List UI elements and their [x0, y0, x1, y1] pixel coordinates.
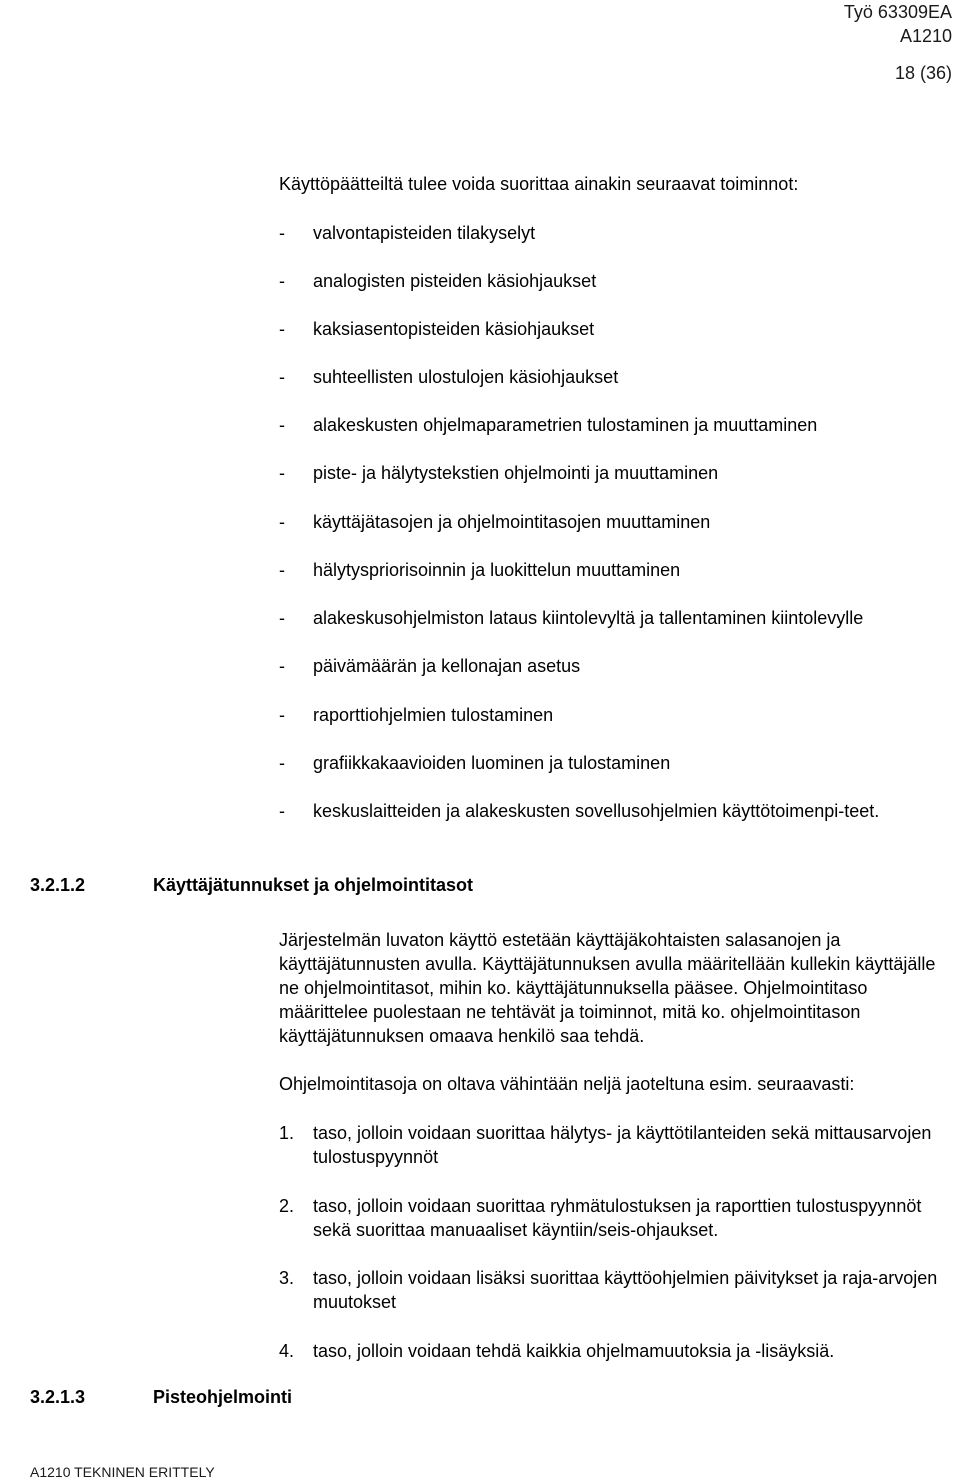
- list-item: [279, 751, 955, 775]
- list-item-text: raporttiohjelmien tulostaminen: [313, 705, 554, 725]
- level-number: 4.: [279, 1341, 295, 1361]
- level-text: taso, jolloin voidaan tehdä kaikkia ohjelmamuutoksia ja -lisäyksiä.: [313, 1341, 835, 1361]
- job-number: Työ 63309EA: [843, 2, 952, 22]
- section-heading-3212: [30, 873, 473, 897]
- list-item-text: piste- ja hälytystekstien ohjelmointi ja muuttaminen: [313, 463, 719, 483]
- list-item-text: analogisten pisteiden käsiohjaukset: [313, 271, 597, 291]
- list-item: [279, 510, 955, 534]
- section-title: Käyttäjätunnukset ja ohjelmointitasot: [153, 875, 474, 895]
- level-number: 3.: [279, 1268, 295, 1288]
- functions-intro: Käyttöpäätteiltä tulee voida suorittaa ainakin seuraavat toiminnot:: [279, 174, 799, 194]
- section-heading-3213: [30, 1385, 292, 1409]
- levels-intro: Ohjelmointitasoja on oltava vähintään neljä jaoteltuna esim. seuraavasti:: [279, 1074, 855, 1094]
- bullet-dash: -: [279, 415, 285, 435]
- list-item: [279, 221, 955, 245]
- bullet-dash: -: [279, 512, 285, 532]
- list-item: [279, 413, 955, 437]
- list-item-text: keskuslaitteiden ja alakeskusten sovellusohjelmien käyttötoimenpi-teet.: [313, 801, 880, 821]
- document-footer: A1210 TEKNINEN ERITTELY: [30, 1464, 215, 1480]
- list-item-text: hälytyspriorisoinnin ja luokittelun muuttaminen: [313, 560, 681, 580]
- section-number: 3.2.1.3: [30, 1387, 86, 1407]
- section-title: Pisteohjelmointi: [153, 1387, 293, 1407]
- level-item: [279, 1266, 957, 1314]
- bullet-dash: -: [279, 608, 285, 628]
- list-item: [279, 606, 955, 630]
- list-item-text: kaksiasentopisteiden käsiohjaukset: [313, 319, 595, 339]
- list-item: [279, 558, 955, 582]
- bullet-dash: -: [279, 367, 285, 387]
- list-item: [279, 317, 955, 341]
- level-item: [279, 1121, 957, 1169]
- level-text: taso, jolloin voidaan suorittaa hälytys- ja käyttötilanteiden sekä mittausarvojen tulostuspyynnöt: [313, 1123, 932, 1167]
- level-item: [279, 1339, 957, 1363]
- bullet-dash: -: [279, 463, 285, 483]
- level-number: 2.: [279, 1196, 295, 1216]
- list-item: [279, 365, 955, 389]
- document-code: A1210: [899, 26, 952, 46]
- list-item-text: suhteellisten ulostulojen käsiohjaukset: [313, 367, 619, 387]
- bullet-dash: -: [279, 319, 285, 339]
- level-text: taso, jolloin voidaan lisäksi suorittaa käyttöohjelmien päivitykset ja raja-arvojen muutokset: [313, 1268, 938, 1312]
- list-item: [279, 269, 955, 293]
- level-item: [279, 1194, 957, 1242]
- list-item-text: päivämäärän ja kellonajan asetus: [313, 656, 581, 676]
- bullet-dash: -: [279, 753, 285, 773]
- bullet-dash: -: [279, 801, 285, 821]
- section-number: 3.2.1.2: [30, 875, 86, 895]
- bullet-dash: -: [279, 560, 285, 580]
- bullet-dash: -: [279, 656, 285, 676]
- bullet-dash: -: [279, 271, 285, 291]
- list-item-text: alakeskusohjelmiston lataus kiintolevyltä ja tallentaminen kiintolevylle: [313, 608, 864, 628]
- list-item: [279, 799, 929, 823]
- page-number: 18 (36): [894, 63, 952, 83]
- bullet-dash: -: [279, 223, 285, 243]
- level-text: taso, jolloin voidaan suorittaa ryhmätulostuksen ja raporttien tulostuspyynnöt sekä suorittaa manuaaliset käyntiin/seis-ohjaukset.: [313, 1196, 922, 1240]
- level-number: 1.: [279, 1123, 295, 1143]
- access-paragraph: Järjestelmän luvaton käyttö estetään käyttäjäkohtaisten salasanojen ja käyttäjätunnusten avulla. Käyttäjätunnuksen avulla määritellään kullekin käyttäjälle ne ohjelmointitasot, mihin ko. käyttäjätunnuksella pääsee. Ohjelmointitaso määrittelee puolestaan ne tehtävät ja toiminnot, mitä ko. ohjelmointitason käyttäjätunnuksen omaava henkilö saa tehdä.: [279, 930, 936, 1046]
- list-item-text: käyttäjätasojen ja ohjelmointitasojen muuttaminen: [313, 512, 711, 532]
- list-item: [279, 703, 955, 727]
- list-item-text: grafiikkakaavioiden luominen ja tulostaminen: [313, 753, 671, 773]
- bullet-dash: -: [279, 705, 285, 725]
- list-item-text: valvontapisteiden tilakyselyt: [313, 223, 536, 243]
- list-item: [279, 461, 955, 485]
- list-item-text: alakeskusten ohjelmaparametrien tulostaminen ja muuttaminen: [313, 415, 818, 435]
- list-item: [279, 654, 955, 678]
